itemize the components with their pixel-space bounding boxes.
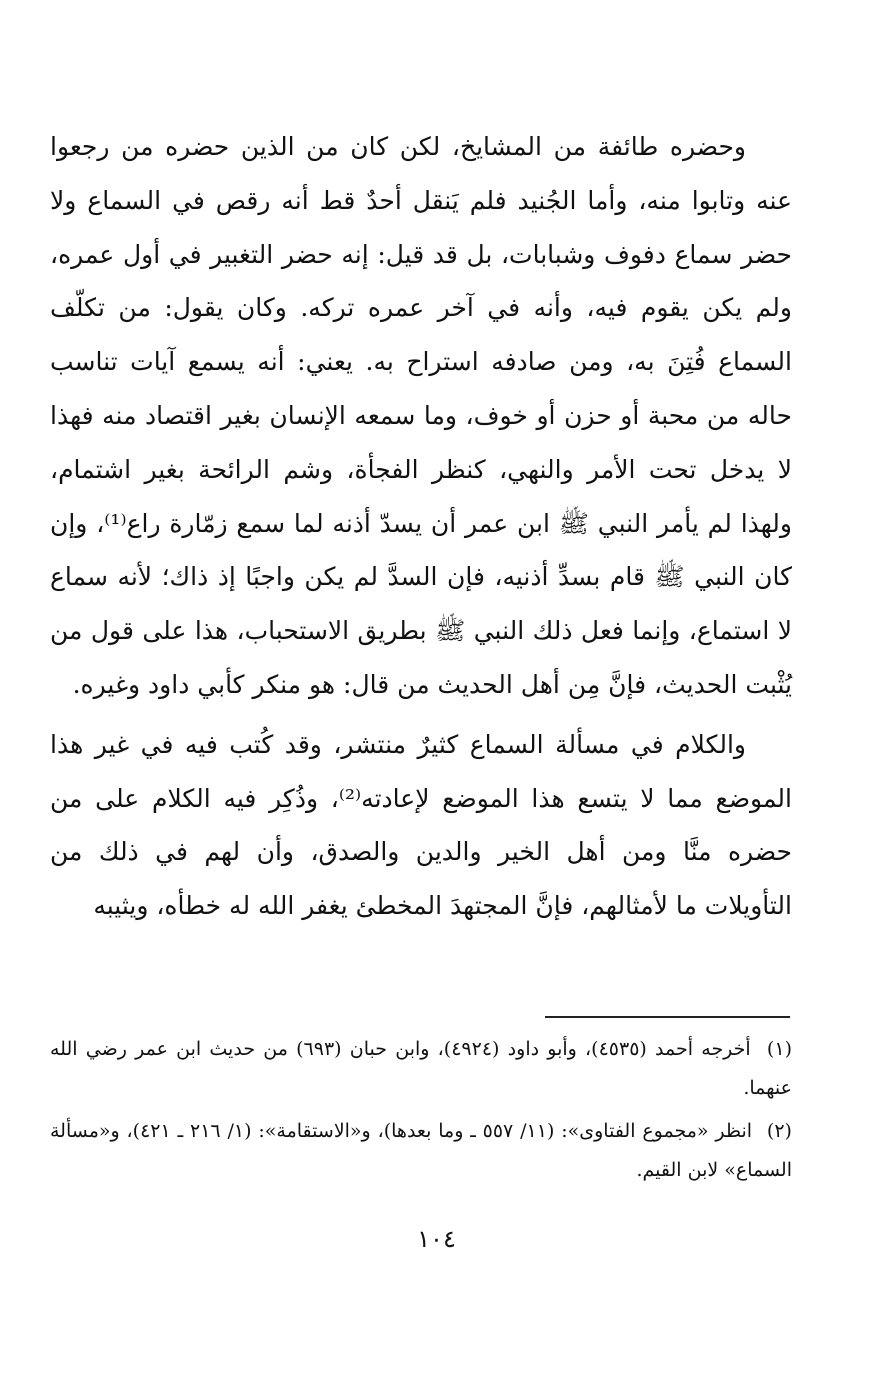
footnote-1 — [50, 1030, 792, 1108]
main-text — [50, 120, 792, 933]
footnote-2-number: (٢) — [766, 1120, 792, 1142]
footnote-2-text: انظر «مجموع الفتاوى»: (١١/ ٥٥٧ ـ وما بعدها)، و«الاستقامة»: (١/ ٢١٦ ـ ٤٢١)، و«مسألة السماع» لابن القيم. — [50, 1120, 792, 1181]
footnote-1-number: (١) — [766, 1038, 792, 1060]
page-number: ١٠٤ — [417, 1225, 456, 1253]
paragraph-1: وحضره طائفة من المشايخ، لكن كان من الذين حضره من رجعوا عنه وتابوا منه، وأما الجُنيد فلم يَنقل أحدٌ قط أنه رقص في السماع ولا حضر سماع دفوف وشبابات، بل قد قيل: إنه حضر التغبير في أول عمره، ولم يكن يقوم فيه، وأنه في آخر عمره تركه. وكان يقول: من تكلّف السماع فُتِنَ به، ومن صادفه استراح به. يعني: أنه يسمع آيات تناسب حاله من محبة أو حزن أو خوف، وما سمعه الإنسان بغير اقتصاد منه فهذا لا يدخل تحت الأمر والنهي، كنظر الفجأة، وشم الرائحة بغير اشتمام، ولهذا لم يأمر النبي ﷺ ابن عمر أن يسدّ أذنه لما سمع زمّارة راع⁽¹⁾، وإن كان النبي ﷺ قام بسدِّ أذنيه، فإن السدَّ لم يكن واجبًا إذ ذاك؛ لأنه سماع لا استماع، وإنما فعل ذلك النبي ﷺ بطريق الاستحباب، هذا على قول من يُثْبت الحديث، فإنَّ مِن أهل الحديث من قال: هو منكر كأبي داود وغيره. — [50, 132, 792, 699]
footnote-2 — [50, 1112, 792, 1190]
paragraph-2: والكلام في مسألة السماع كثيرٌ منتشر، وقد كُتب فيه في غير هذا الموضع مما لا يتسع هذا الموضع لإعادته⁽²⁾، وذُكِر فيه الكلام على من حضره منَّا ومن أهل الخير والدين والصدق، وأن لهم في ذلك من التأويلات ما لأمثالهم، فإنَّ المجتهدَ المخطئ يغفر الله له خطأه، ويثيبه — [50, 729, 792, 921]
footnotes — [50, 1030, 792, 1190]
footnote-separator — [545, 1016, 790, 1018]
footnote-1-text: أخرجه أحمد (٤٥٣٥)، وأبو داود (٤٩٢٤)، وابن حبان (٦٩٣) من حديث ابن عمر رضي الله عنهما. — [50, 1038, 792, 1099]
